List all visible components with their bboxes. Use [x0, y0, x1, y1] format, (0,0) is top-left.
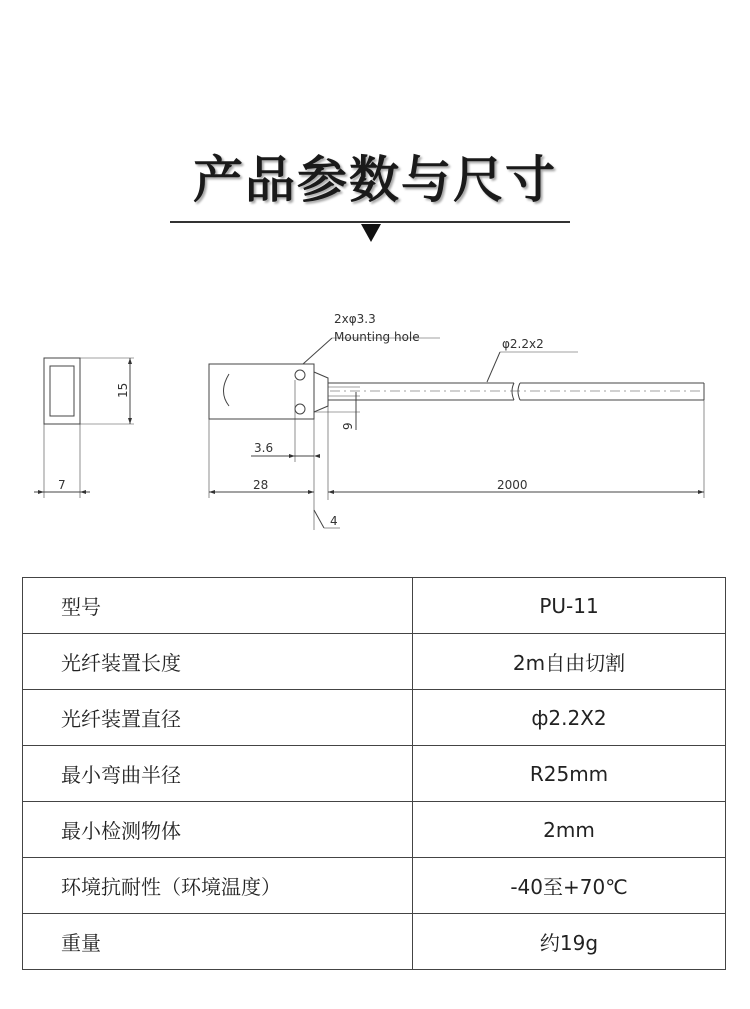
page-title: 产品参数与尺寸 — [193, 151, 557, 209]
spec-label: 光纤装置长度 — [23, 634, 413, 690]
spec-value: R25mm — [413, 746, 726, 802]
spec-value: PU-11 — [413, 578, 726, 634]
spec-label: 环境抗耐性（环境温度） — [23, 858, 413, 914]
spec-value: 2m自由切割 — [413, 634, 726, 690]
spec-label: 最小弯曲半径 — [23, 746, 413, 802]
label-dim-3-6: 3.6 — [254, 441, 274, 455]
spec-value: ф2.2X2 — [413, 690, 726, 746]
label-fiber-diameter: φ2.2x2 — [502, 337, 544, 351]
label-hole-spec: 2xφ3.3 — [334, 312, 376, 326]
label-width-7: 7 — [58, 478, 66, 492]
spec-value: 2mm — [413, 802, 726, 858]
mounting-hole-top — [295, 370, 305, 380]
side-view-outline — [44, 358, 80, 424]
mounting-hole-bottom — [295, 404, 305, 414]
table-row — [23, 634, 726, 690]
spec-value: 约19g — [413, 914, 726, 970]
title-divider — [170, 221, 570, 223]
label-mounting-hole: Mounting hole — [334, 330, 420, 344]
label-dim-2000: 2000 — [497, 478, 528, 492]
spec-label: 重量 — [23, 914, 413, 970]
dimension-drawing — [0, 300, 750, 540]
table-row — [23, 578, 726, 634]
side-view-inner — [50, 366, 74, 416]
table-row — [23, 802, 726, 858]
spec-table — [22, 577, 726, 970]
spec-label: 最小检测物体 — [23, 802, 413, 858]
spec-label: 光纤装置直径 — [23, 690, 413, 746]
table-row — [23, 690, 726, 746]
label-dim-4: 4 — [330, 514, 338, 528]
spec-label: 型号 — [23, 578, 413, 634]
label-dim-28: 28 — [253, 478, 269, 492]
table-row — [23, 914, 726, 970]
label-dim-9: 9 — [341, 422, 355, 430]
spec-value: -40至+70℃ — [413, 858, 726, 914]
sensor-body — [209, 364, 314, 419]
table-row — [23, 858, 726, 914]
label-height-15: 15 — [116, 382, 130, 398]
table-row — [23, 746, 726, 802]
down-arrow-icon — [361, 224, 381, 242]
